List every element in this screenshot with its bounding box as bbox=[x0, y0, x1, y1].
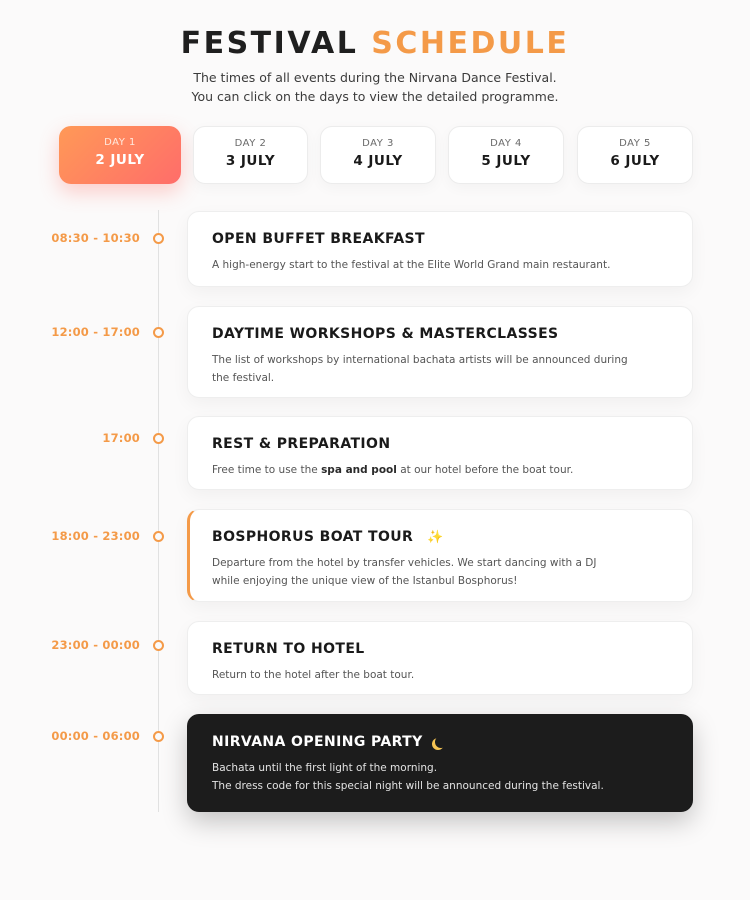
event-description: Free time to use the spa and pool at our hotel before the boat tour. bbox=[212, 464, 574, 476]
event-title: NIRVANA OPENING PARTY bbox=[212, 734, 668, 750]
event-description: Return to the hotel after the boat tour. bbox=[212, 669, 415, 681]
subtitle-line-1: The times of all events during the Nirvana Dance Festival. bbox=[193, 70, 557, 85]
tab-date-label: 6 JULY bbox=[610, 153, 660, 169]
tab-date-label: 4 JULY bbox=[353, 153, 403, 169]
tab-day-2[interactable] bbox=[193, 126, 308, 184]
tab-day-3[interactable] bbox=[320, 126, 436, 184]
event-time: 17:00 bbox=[102, 431, 140, 445]
event-card-breakfast[interactable] bbox=[187, 211, 693, 287]
event-title: RETURN TO HOTEL bbox=[212, 641, 365, 657]
event-title: DAYTIME WORKSHOPS & MASTERCLASSES bbox=[212, 326, 559, 342]
event-description: Departure from the hotel by transfer vehicles. We start dancing with a DJ while enjoying the unique view of the Istanbul Bosphorus! bbox=[212, 557, 597, 587]
tab-day-5[interactable] bbox=[577, 126, 693, 184]
tab-day-label: DAY 2 bbox=[234, 138, 267, 149]
highlighted-text: spa and pool bbox=[321, 464, 397, 476]
event-card-opening-party[interactable] bbox=[187, 714, 693, 812]
event-card-rest[interactable] bbox=[187, 416, 693, 490]
page-title bbox=[0, 26, 750, 61]
event-time: 00:00 - 06:00 bbox=[51, 729, 140, 743]
tab-date-label: 2 JULY bbox=[95, 152, 145, 168]
tab-day-label: DAY 1 bbox=[104, 137, 136, 148]
timeline-dot-icon bbox=[153, 327, 164, 338]
event-card-workshops[interactable] bbox=[187, 306, 693, 398]
timeline-dot-icon bbox=[153, 233, 164, 244]
event-description: A high-energy start to the festival at the Elite World Grand main restaurant. bbox=[212, 259, 611, 271]
moon-icon bbox=[431, 735, 445, 749]
event-card-return[interactable] bbox=[187, 621, 693, 695]
tab-day-label: DAY 5 bbox=[619, 138, 651, 149]
timeline-dot-icon bbox=[153, 433, 164, 444]
subtitle-line-2: You can click on the days to view the detailed programme. bbox=[191, 89, 559, 104]
title-schedule: SCHEDULE bbox=[371, 26, 570, 61]
event-time: 18:00 - 23:00 bbox=[51, 529, 140, 543]
tab-date-label: 5 JULY bbox=[481, 153, 531, 169]
sparkle-icon: ✨ bbox=[427, 529, 444, 545]
event-title: REST & PREPARATION bbox=[212, 436, 391, 452]
tab-day-4[interactable] bbox=[448, 126, 564, 184]
timeline-line bbox=[158, 210, 159, 812]
event-time: 12:00 - 17:00 bbox=[51, 325, 140, 339]
tab-day-label: DAY 4 bbox=[490, 138, 522, 149]
event-card-boat-tour[interactable] bbox=[187, 509, 693, 602]
page-subtitle bbox=[0, 68, 750, 106]
timeline-dot-icon bbox=[153, 640, 164, 651]
tab-date-label: 3 JULY bbox=[225, 153, 276, 169]
timeline-dot-icon bbox=[153, 531, 164, 542]
tab-day-label: DAY 3 bbox=[362, 138, 394, 149]
event-time: 23:00 - 00:00 bbox=[51, 638, 140, 652]
event-time: 08:30 - 10:30 bbox=[51, 231, 140, 245]
title-festival: FESTIVAL bbox=[180, 26, 359, 61]
event-description: Bachata until the first light of the morning. The dress code for this special night will be announced during the festival. bbox=[212, 762, 604, 792]
event-title: BOSPHORUS BOAT TOUR ✨ bbox=[212, 529, 444, 545]
event-title: OPEN BUFFET BREAKFAST bbox=[212, 231, 425, 247]
tab-day-1[interactable] bbox=[59, 126, 181, 184]
timeline-dot-icon bbox=[153, 731, 164, 742]
event-description: The list of workshops by international bachata artists will be announced during the festival. bbox=[212, 354, 628, 384]
